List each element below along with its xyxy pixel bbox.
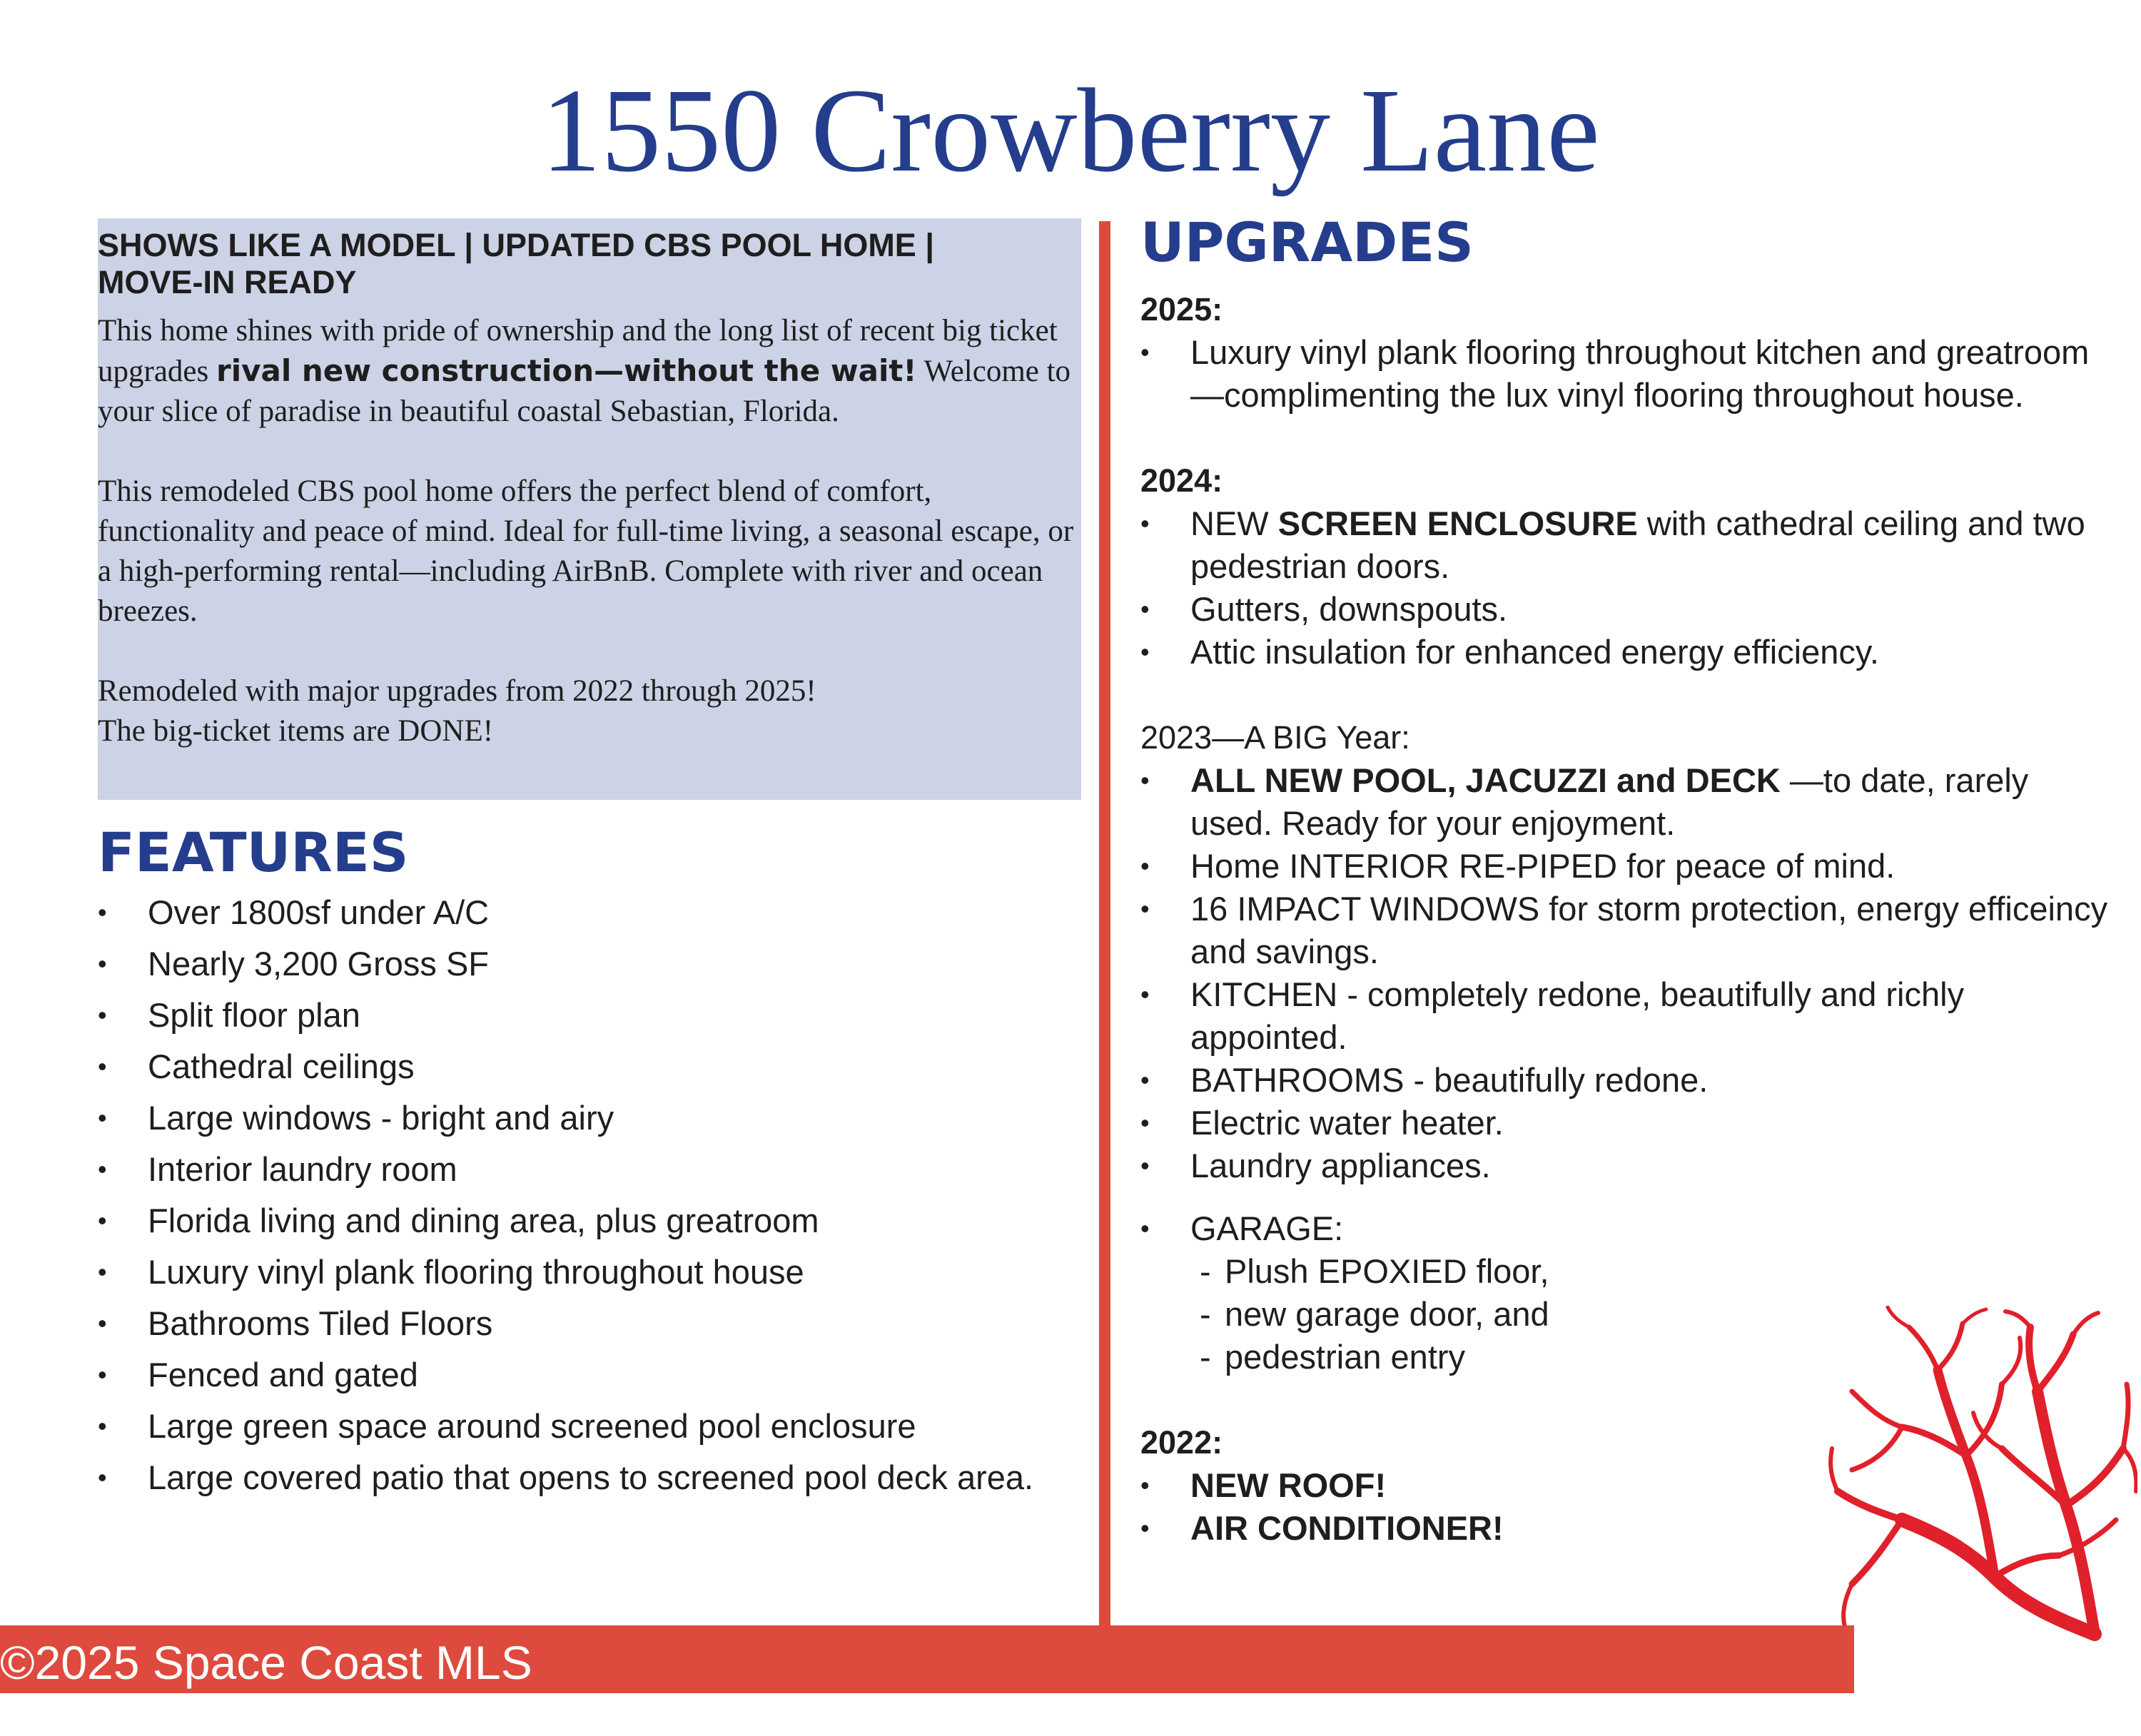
bullet-dot-icon: • xyxy=(1140,594,1150,624)
bullet-dot-icon: • xyxy=(98,1360,107,1389)
garage-sub-item: - new garage door, and xyxy=(1190,1295,1549,1333)
bullet-dot-icon: • xyxy=(98,1257,107,1286)
upgrades-2023-list xyxy=(1140,759,2111,1187)
intro-paragraph-1 xyxy=(98,311,1075,432)
upgrade-item: • ALL NEW POOL, JACUZZI and DECK —to date, rarely used. Ready for your enjoyment. xyxy=(1140,759,2111,845)
feature-item: • Florida living and dining area, plus greatroom xyxy=(98,1195,1097,1247)
upgrade-item: • AIR CONDITIONER! xyxy=(1140,1507,2111,1550)
upgrade-item: • Laundry appliances. xyxy=(1140,1144,2111,1187)
feature-item: • Split floor plan xyxy=(98,990,1097,1041)
bullet-dot-icon: • xyxy=(98,1154,107,1184)
bullet-dot-icon: • xyxy=(98,898,107,927)
intro-headline xyxy=(98,227,1026,301)
feature-item: • Nearly 3,200 Gross SF xyxy=(98,938,1097,990)
upgrade-item: • NEW ROOF! xyxy=(1140,1464,2111,1507)
page-title: 1550 Crowberry Lane xyxy=(541,64,1600,197)
feature-item: • Cathedral ceilings xyxy=(98,1041,1097,1092)
intro-box xyxy=(98,218,1081,800)
feature-item: • Over 1800sf under A/C xyxy=(98,887,1097,938)
bullet-dot-icon: • xyxy=(1140,1151,1150,1180)
feature-item: • Interior laundry room xyxy=(98,1144,1097,1195)
upgrade-item: • BATHROOMS - beautifully redone. xyxy=(1140,1059,2111,1102)
intro-p1-text-b: Welcome to your slice of paradise in beautiful coastal Sebastian, Florida. xyxy=(98,355,1071,428)
upgrade-item-garage: • GARAGE: xyxy=(1140,1207,2111,1250)
bullet-dot-icon: • xyxy=(98,1103,107,1132)
bullet-dot-icon: • xyxy=(98,1000,107,1030)
bullet-dot-icon: • xyxy=(1140,1214,1150,1243)
features-heading: FEATURES xyxy=(98,821,409,884)
feature-item: • Large windows - bright and airy xyxy=(98,1092,1097,1144)
intro-paragraph-2: This remodeled CBS pool home offers the perfect blend of comfort, functionality and peace of mind. Ideal for full-time living, a seasonal escape, or a high-performing rental—including AirBnB. Complete with river and ocean breezes. xyxy=(98,474,1074,628)
feature-item: • Large covered patio that opens to screened pool deck area. xyxy=(98,1452,1097,1503)
bullet-dot-icon: • xyxy=(98,1052,107,1081)
bullet-dot-icon: • xyxy=(98,1411,107,1441)
upgrade-item: • Luxury vinyl plank flooring throughout kitchen and greatroom —complimenting the lux vinyl flooring throughout house. xyxy=(1140,331,2111,417)
upgrade-item: • 16 IMPACT WINDOWS for storm protection, energy efficeincy and savings. xyxy=(1140,888,2111,973)
intro-headline-line2: MOVE-IN READY xyxy=(98,264,357,300)
footer-copyright: ©2025 Space Coast MLS xyxy=(0,1636,532,1689)
upgrades-2025-list xyxy=(1140,331,2111,417)
garage-sub-item: - pedestrian entry xyxy=(1190,1338,1466,1376)
bullet-dot-icon: • xyxy=(1140,1065,1150,1095)
bullet-dot-icon: • xyxy=(1140,1471,1150,1500)
features-list xyxy=(98,887,1097,1503)
vertical-divider xyxy=(1099,221,1110,1625)
bullet-dot-icon: • xyxy=(1140,637,1150,666)
intro-headline-line1: SHOWS LIKE A MODEL | UPDATED CBS POOL HOME | xyxy=(98,227,934,263)
year-2023-label: 2023—A BIG Year: xyxy=(1140,719,1410,756)
bullet-dot-icon: • xyxy=(1140,1513,1150,1543)
feature-item: • Large green space around screened pool enclosure xyxy=(98,1401,1097,1452)
intro-p3-line1: Remodeled with major upgrades from 2022 through 2025! xyxy=(98,674,816,708)
bullet-dot-icon: • xyxy=(98,949,107,978)
upgrades-heading: UPGRADES xyxy=(1140,210,1474,274)
bullet-dot-icon: • xyxy=(1140,851,1150,880)
upgrade-item: • Electric water heater. xyxy=(1140,1102,2111,1144)
upgrade-item: • KITCHEN - completely redone, beautifully and richly appointed. xyxy=(1140,973,2111,1059)
year-2024-label: 2024: xyxy=(1140,462,1223,499)
feature-item: • Fenced and gated xyxy=(98,1349,1097,1401)
feature-item: • Bathrooms Tiled Floors xyxy=(98,1298,1097,1349)
upgrades-2024-list xyxy=(1140,502,2111,674)
intro-p3-line2: The big-ticket items are DONE! xyxy=(98,714,494,748)
coral-illustration-icon xyxy=(1823,1306,2137,1648)
upgrade-item: • Attic insulation for enhanced energy efficiency. xyxy=(1140,631,2111,674)
bullet-dot-icon: • xyxy=(1140,337,1150,367)
bullet-dot-icon: • xyxy=(1140,766,1150,795)
upgrade-item: • NEW SCREEN ENCLOSURE with cathedral ceiling and two pedestrian doors. xyxy=(1140,502,2111,588)
bullet-dot-icon: • xyxy=(1140,1108,1150,1137)
upgrade-item: • Gutters, downspouts. xyxy=(1140,588,2111,631)
bullet-dot-icon: • xyxy=(98,1309,107,1338)
intro-p1-emphasis: rival new construction—without the wait! xyxy=(216,353,917,388)
garage-sub-item: - Plush EPOXIED floor, xyxy=(1190,1252,1549,1290)
bullet-dot-icon: • xyxy=(1140,980,1150,1009)
bullet-dot-icon: • xyxy=(1140,509,1150,538)
feature-item: • Luxury vinyl plank flooring throughout house xyxy=(98,1247,1097,1298)
upgrades-garage-list xyxy=(1140,1207,2111,1250)
intro-paragraph-3 xyxy=(98,671,1075,751)
intro-p1-text-a: This home shines with pride of ownership and the long list of recent big ticket upgrades xyxy=(98,314,1058,388)
year-2025-label: 2025: xyxy=(1140,291,1223,328)
year-2022-label: 2022: xyxy=(1140,1424,1223,1461)
upgrade-item: • Home INTERIOR RE-PIPED for peace of mind. xyxy=(1140,845,2111,888)
bullet-dot-icon: • xyxy=(98,1463,107,1492)
bullet-dot-icon: • xyxy=(98,1206,107,1235)
bullet-dot-icon: • xyxy=(1140,894,1150,923)
